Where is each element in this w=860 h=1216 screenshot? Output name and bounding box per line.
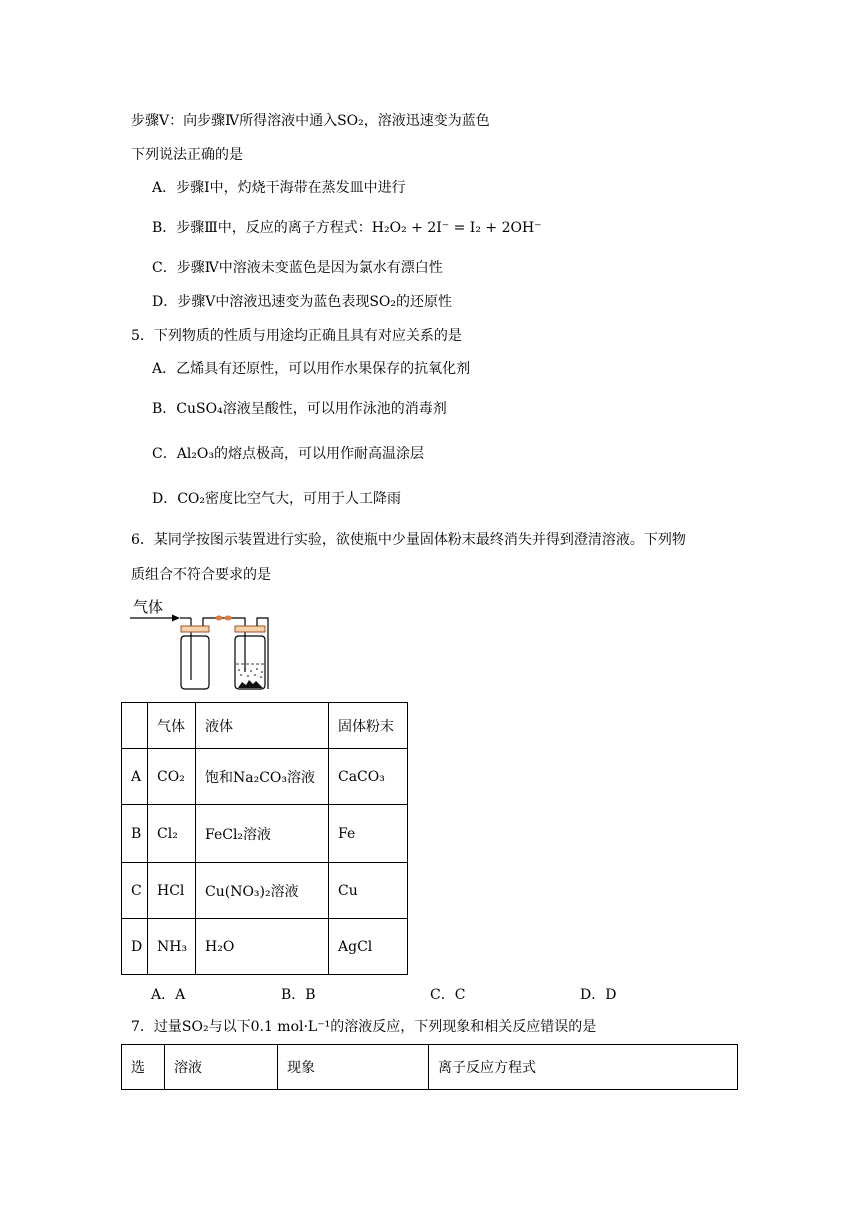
q7-header-option: 选 bbox=[122, 1045, 165, 1090]
q5-stem: 5．下列物质的性质与用途均正确且具有对应关系的是 bbox=[131, 328, 462, 344]
q6-stem-line1: 6．某同学按图示装置进行实验，欲使瓶中少量固体粉末最终消失并得到澄清溶液。下列物 bbox=[131, 532, 686, 548]
q4-option-b-text: B．步骤Ⅲ中，反应的离子方程式： bbox=[152, 220, 372, 236]
q6-cell-liquid: Cu(NO₃)₂溶液 bbox=[196, 863, 329, 919]
q6-cell-liquid: H₂O bbox=[196, 919, 329, 975]
q6-cell-gas: Cl₂ bbox=[148, 805, 196, 863]
q6-option-a: A．A bbox=[151, 987, 186, 1003]
q6-cell-gas: NH₃ bbox=[148, 919, 196, 975]
q4-option-c: C．步骤Ⅳ中溶液未变蓝色是因为氯水有漂白性 bbox=[152, 260, 443, 276]
q6-cell-gas: HCl bbox=[148, 863, 196, 919]
q5-option-b: B．CuSO₄溶液呈酸性，可以用作泳池的消毒剂 bbox=[152, 401, 447, 417]
table-row bbox=[122, 919, 408, 975]
q6-cell-solid: AgCl bbox=[329, 919, 408, 975]
q6-cell-gas: CO₂ bbox=[148, 749, 196, 805]
q7-stem: 7．过量SO₂与以下0.1 mol·L⁻¹的溶液反应，下列现象和相关反应错误的是 bbox=[131, 1019, 597, 1035]
q6-cell-solid: CaCO₃ bbox=[329, 749, 408, 805]
q6-header-blank bbox=[122, 703, 148, 749]
table-row bbox=[122, 863, 408, 919]
gas-label: 气体 bbox=[133, 598, 164, 616]
q6-table bbox=[121, 702, 408, 975]
q6-row-label: D bbox=[122, 919, 148, 975]
q7-header-solution: 溶液 bbox=[165, 1045, 278, 1090]
q7-table-header-row bbox=[122, 1045, 738, 1090]
q6-cell-solid: Fe bbox=[329, 805, 408, 863]
q7-table bbox=[121, 1044, 738, 1090]
q7-header-phenomenon: 现象 bbox=[278, 1045, 429, 1090]
q6-cell-liquid: FeCl₂溶液 bbox=[196, 805, 329, 863]
q6-cell-liquid: 饱和Na₂CO₃溶液 bbox=[196, 749, 329, 805]
q5-option-c: C．Al₂O₃的熔点极高，可以用作耐高温涂层 bbox=[152, 446, 425, 462]
q6-header-liquid: 液体 bbox=[196, 703, 329, 749]
q4-stem: 下列说法正确的是 bbox=[131, 147, 243, 163]
q6-cell-solid: Cu bbox=[329, 863, 408, 919]
q6-option-d: D．D bbox=[580, 987, 617, 1003]
q6-stem-line2: 质组合不符合要求的是 bbox=[131, 567, 271, 583]
q4-option-a: A．步骤Ⅰ中，灼烧干海带在蒸发皿中进行 bbox=[152, 180, 406, 196]
q6-header-gas: 气体 bbox=[148, 703, 196, 749]
q6-option-c: C．C bbox=[430, 987, 466, 1003]
q6-header-solid: 固体粉末 bbox=[329, 703, 408, 749]
q6-row-label: C bbox=[122, 863, 148, 919]
q5-option-d: D．CO₂密度比空气大，可用于人工降雨 bbox=[152, 491, 402, 507]
step5-line: 步骤Ⅴ：向步骤Ⅳ所得溶液中通入SO₂，溶液迅速变为蓝色 bbox=[131, 113, 490, 129]
q4-option-b-equation: H₂O₂ + 2I⁻ = I₂ + 2OH⁻ bbox=[371, 220, 542, 236]
table-row bbox=[122, 749, 408, 805]
q6-row-label: A bbox=[122, 749, 148, 805]
q4-option-b bbox=[152, 218, 542, 238]
q5-option-a: A．乙烯具有还原性，可以用作水果保存的抗氧化剂 bbox=[152, 361, 471, 377]
table-row bbox=[122, 805, 408, 863]
q7-header-ionic-equation: 离子反应方程式 bbox=[429, 1045, 738, 1090]
q6-option-b: B．B bbox=[281, 987, 316, 1003]
q4-option-d: D．步骤Ⅴ中溶液迅速变为蓝色表现SO₂的还原性 bbox=[152, 294, 453, 310]
q6-table-header-row bbox=[122, 703, 408, 749]
q6-row-label: B bbox=[122, 805, 148, 863]
gas-bottle-apparatus-diagram bbox=[125, 612, 285, 694]
